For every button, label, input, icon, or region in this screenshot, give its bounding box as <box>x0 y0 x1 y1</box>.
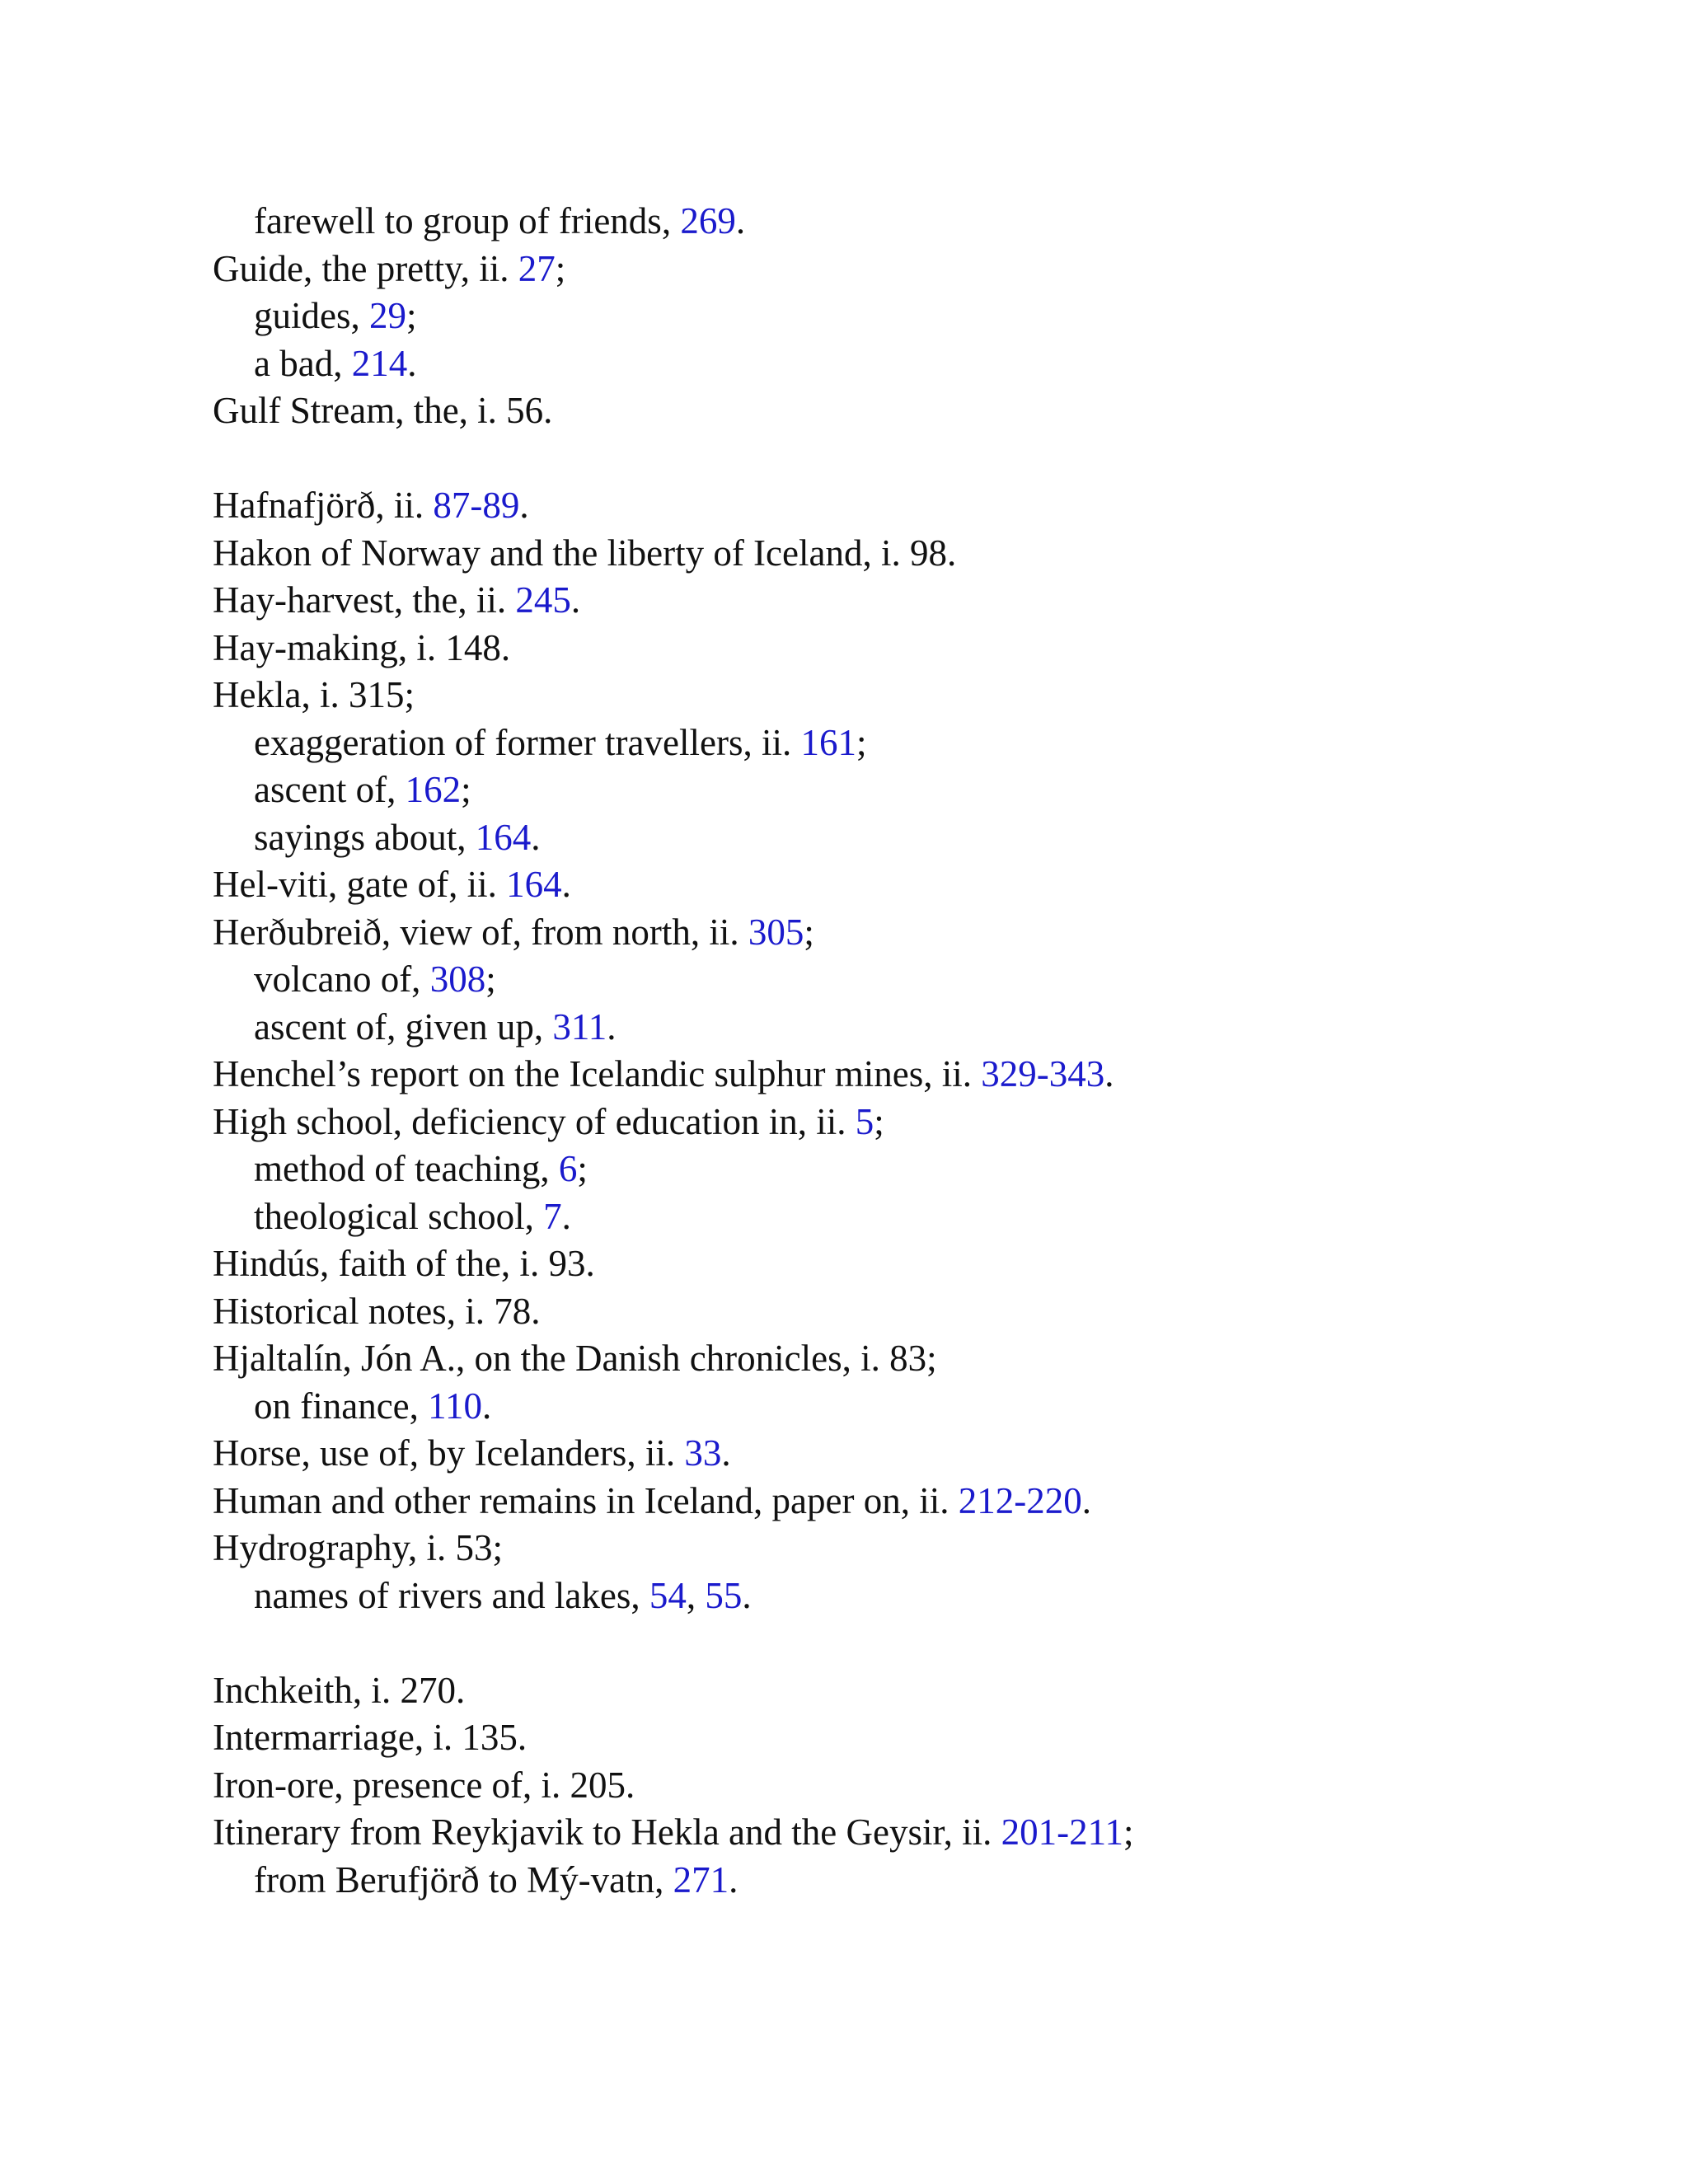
page-reference-link[interactable]: 212-220 <box>958 1479 1082 1521</box>
index-subentry <box>213 1572 1614 1620</box>
page-reference-link[interactable]: 305 <box>748 911 804 953</box>
index-entry <box>213 530 1614 578</box>
entry-text: . <box>531 816 541 858</box>
entry-text: Henchel’s report on the Icelandic sulphur mines, ii. <box>213 1053 982 1094</box>
entry-text: names of rivers and lakes, <box>254 1574 649 1616</box>
page-reference-link[interactable]: 29 <box>369 295 406 336</box>
index-subentry <box>213 340 1614 388</box>
entry-text: . <box>570 579 581 621</box>
entry-text: . <box>482 1385 492 1427</box>
page-reference-link[interactable]: 164 <box>475 816 532 858</box>
index-entries <box>213 198 1614 1904</box>
page-reference-link[interactable]: 6 <box>558 1148 578 1189</box>
entry-text: Hekla, i. 315; <box>213 674 415 715</box>
entry-text: . <box>607 1005 617 1047</box>
index-entry <box>213 1099 1614 1146</box>
index-entry <box>213 482 1614 530</box>
entry-text: Herðubreið, view of, from north, ii. <box>213 911 748 953</box>
entry-text: ; <box>461 769 471 810</box>
entry-text: . <box>729 1858 738 1900</box>
page-reference-link[interactable]: 87-89 <box>433 485 520 526</box>
index-entry <box>213 1430 1614 1478</box>
page-reference-link[interactable]: 329-343 <box>981 1053 1105 1094</box>
index-subentry <box>213 719 1614 767</box>
entry-text: theological school, <box>254 1195 544 1237</box>
entry-text: on finance, <box>254 1385 429 1427</box>
page-reference-link[interactable]: 33 <box>684 1432 722 1474</box>
entry-text: Hjaltalín, Jón A., on the Danish chronicles, i. 83; <box>213 1338 937 1379</box>
entry-text: High school, deficiency of education in, ii. <box>213 1100 856 1142</box>
page-reference-link[interactable]: 245 <box>515 579 571 621</box>
entry-text: ; <box>1123 1811 1134 1853</box>
entry-text: exaggeration of former travellers, ii. <box>254 721 801 763</box>
entry-text: ; <box>874 1100 884 1142</box>
page-reference-link[interactable]: 311 <box>552 1005 607 1047</box>
entry-text: from Berufjörð to Mý-vatn, <box>254 1858 673 1900</box>
entry-text: Human and other remains in Iceland, paper on, ii. <box>213 1479 959 1521</box>
section-gap <box>213 1619 1614 1667</box>
page-reference-link[interactable]: 54 <box>649 1574 687 1616</box>
index-subentry <box>213 766 1614 814</box>
index-entry <box>213 672 1614 719</box>
index-subentry <box>213 1857 1614 1905</box>
entry-text: ascent of, given up, <box>254 1005 553 1047</box>
entry-text: Hakon of Norway and the liberty of Iceland, i. 98. <box>213 532 957 574</box>
page-reference-link[interactable]: 5 <box>855 1100 874 1142</box>
entry-text: farewell to group of friends, <box>254 200 681 241</box>
entry-text: ; <box>804 911 814 953</box>
entry-text: Hel-viti, gate of, ii. <box>213 864 507 905</box>
entry-text: Itinerary from Reykjavik to Hekla and the Geysir, ii. <box>213 1811 1001 1853</box>
page-reference-link[interactable]: 269 <box>680 200 736 241</box>
entry-text: ; <box>577 1148 588 1189</box>
section-gap <box>213 435 1614 483</box>
index-subentry <box>213 956 1614 1004</box>
index-subentry <box>213 1383 1614 1431</box>
entry-text: method of teaching, <box>254 1148 559 1189</box>
page-reference-link[interactable]: 214 <box>351 342 408 384</box>
index-entry <box>213 1714 1614 1762</box>
page-reference-link[interactable]: 7 <box>543 1195 562 1237</box>
entry-text: sayings about, <box>254 816 476 858</box>
index-entry <box>213 1667 1614 1715</box>
index-entry <box>213 1051 1614 1099</box>
index-entry <box>213 1525 1614 1572</box>
page-reference-link[interactable]: 308 <box>429 958 486 1000</box>
index-subentry <box>213 1146 1614 1193</box>
index-entry <box>213 625 1614 673</box>
entry-text: guides, <box>254 295 369 336</box>
index-entry <box>213 1809 1614 1857</box>
index-entry <box>213 387 1614 435</box>
entry-text: a bad, <box>254 342 352 384</box>
index-entry <box>213 577 1614 625</box>
entry-text: Inchkeith, i. 270. <box>213 1669 466 1711</box>
entry-text: . <box>721 1432 731 1474</box>
entry-text: Hindús, faith of the, i. 93. <box>213 1243 595 1284</box>
index-entry <box>213 909 1614 957</box>
entry-text: . <box>1081 1479 1091 1521</box>
entry-text: Historical notes, i. 78. <box>213 1290 541 1332</box>
index-subentry <box>213 1004 1614 1052</box>
entry-text: Gulf Stream, the, i. 56. <box>213 390 553 431</box>
index-entry <box>213 1762 1614 1810</box>
page-reference-link[interactable]: 162 <box>405 769 462 810</box>
entry-text: Guide, the pretty, ii. <box>213 247 518 289</box>
entry-text: ascent of, <box>254 769 406 810</box>
entry-text: Intermarriage, i. 135. <box>213 1717 528 1758</box>
page-reference-link[interactable]: 201-211 <box>1001 1811 1123 1853</box>
index-subentry <box>213 293 1614 340</box>
index-entry <box>213 1478 1614 1526</box>
entry-text: . <box>742 1574 752 1616</box>
page-reference-link[interactable]: 161 <box>800 721 856 763</box>
entry-text: . <box>561 1195 571 1237</box>
index-entry <box>213 1240 1614 1288</box>
entry-text: . <box>1104 1053 1114 1094</box>
page-reference-link[interactable]: 55 <box>705 1574 743 1616</box>
index-entry <box>213 1288 1614 1336</box>
entry-text: . <box>735 200 746 241</box>
index-entry <box>213 861 1614 909</box>
page-reference-link[interactable]: 27 <box>518 247 556 289</box>
entry-text: Hydrography, i. 53; <box>213 1527 504 1568</box>
entry-text: Horse, use of, by Icelanders, ii. <box>213 1432 685 1474</box>
entry-text: , <box>686 1574 706 1616</box>
page-reference-link[interactable]: 164 <box>506 864 562 905</box>
entry-text: Hay-harvest, the, ii. <box>213 579 516 621</box>
index-subentry <box>213 198 1614 246</box>
index-subentry <box>213 1193 1614 1241</box>
index-subentry <box>213 814 1614 862</box>
entry-text: Iron-ore, presence of, i. 205. <box>213 1764 635 1806</box>
entry-text: . <box>519 485 529 526</box>
entry-text: ; <box>406 295 417 336</box>
page-reference-link[interactable]: 271 <box>673 1858 729 1900</box>
entry-text: . <box>407 342 417 384</box>
entry-text: ; <box>485 958 496 1000</box>
entry-text: Hay-making, i. 148. <box>213 626 511 668</box>
entry-text: . <box>561 864 571 905</box>
entry-text: ; <box>555 247 566 289</box>
index-entry <box>213 246 1614 293</box>
entry-text: volcano of, <box>254 958 430 1000</box>
entry-text: ; <box>856 721 867 763</box>
page-reference-link[interactable]: 110 <box>428 1385 483 1427</box>
index-entry <box>213 1335 1614 1383</box>
entry-text: Hafnafjörð, ii. <box>213 485 434 526</box>
